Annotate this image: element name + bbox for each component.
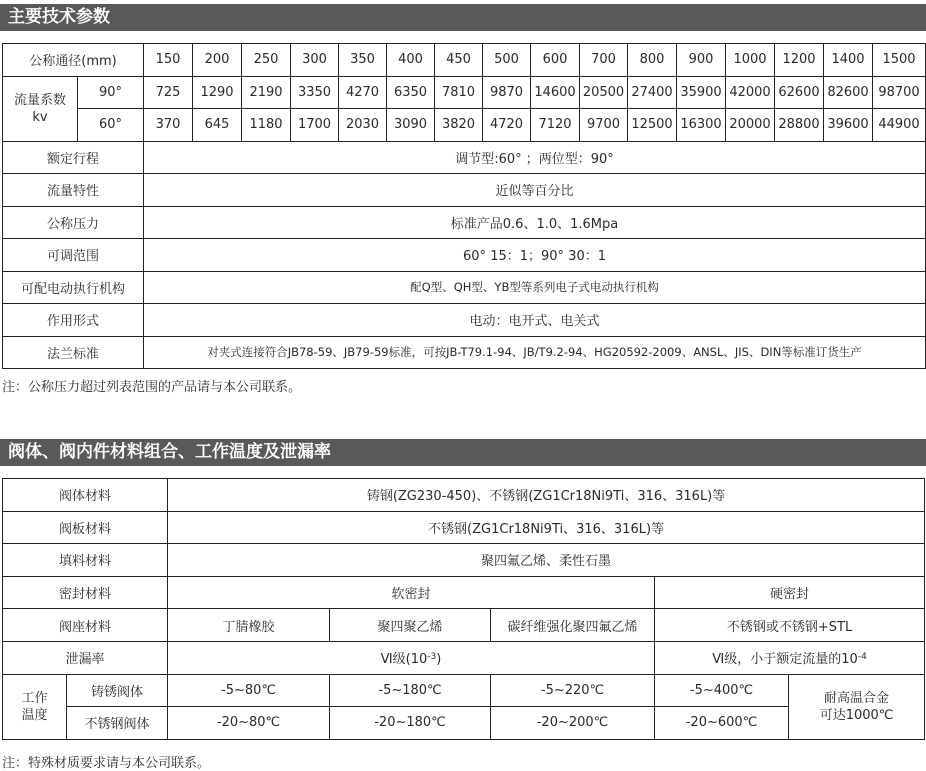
leakage-soft-suffix: ) — [436, 652, 442, 668]
kv60-value: 3820 — [435, 109, 483, 142]
dn-value: 600 — [531, 44, 580, 77]
seat-value: 不锈钢或不锈钢+STL — [655, 609, 925, 642]
temp-value: -20~80℃ — [168, 707, 330, 740]
section-divider — [0, 30, 926, 31]
kv60-value: 12500 — [628, 109, 677, 142]
spec-row-stroke — [3, 141, 926, 174]
soft-seal-header: 软密封 — [168, 576, 655, 609]
temperature-label-line1: 工作 — [21, 690, 48, 706]
body-material-row — [3, 479, 925, 512]
kv60-value: 44900 — [873, 109, 926, 142]
spec-label: 公称压力 — [3, 206, 144, 239]
kv90-value: 4270 — [339, 76, 387, 109]
temp-value: -20~180℃ — [330, 707, 491, 740]
kv60-row — [3, 109, 926, 142]
spec-row-actuator — [3, 271, 926, 304]
leakage-soft-exp: -3 — [427, 652, 437, 663]
kv60-value: 3090 — [387, 109, 435, 142]
spec-value: 调节型:60° ；两位型：90° — [144, 141, 926, 174]
kv60-value: 645 — [193, 109, 242, 142]
dn-value: 300 — [291, 44, 339, 77]
spec-value: 对夹式连接符合JB78-59、JB79-59标准，可按JB-T79.1-94、JB/T9.2-94、HG20592-2009、ANSL、JIS、DIN等标准订货生产 — [144, 336, 926, 369]
dn-value: 1400 — [824, 44, 873, 77]
leakage-hard-prefix: Ⅵ级，小于额定流量的10 — [712, 652, 858, 668]
seat-value: 碳纤维强化聚四氟乙烯 — [491, 609, 655, 642]
kv90-value: 62600 — [775, 76, 824, 109]
section-title-tech-params: 主要技术参数 — [0, 4, 926, 30]
kv-label-line2: kv — [32, 109, 48, 125]
tech-params-table — [2, 43, 926, 369]
temp-value: -20~200℃ — [491, 707, 655, 740]
material-label: 阀板材料 — [3, 511, 168, 544]
spec-value: 配Q型、QH型、YB型等系列电子式电动执行机构 — [144, 271, 926, 304]
packing-material-row — [3, 544, 925, 577]
material-label: 阀体材料 — [3, 479, 168, 512]
temperature-label — [3, 674, 67, 739]
kv90-value: 20500 — [580, 76, 628, 109]
note-pressure: 注：公称压力超过列表范围的产品请与本公司联系。 — [2, 380, 302, 395]
seat-material-row — [3, 609, 925, 642]
dn-value: 150 — [144, 44, 193, 77]
material-label: 密封材料 — [3, 576, 168, 609]
material-label: 阀座材料 — [3, 609, 168, 642]
dn-value: 1200 — [775, 44, 824, 77]
dn-value: 800 — [628, 44, 677, 77]
stainless-body-label: 不锈钢阀体 — [67, 707, 168, 740]
kv60-value: 1180 — [242, 109, 291, 142]
dn-value: 500 — [483, 44, 531, 77]
kv60-value: 2030 — [339, 109, 387, 142]
spec-label: 额定行程 — [3, 141, 144, 174]
spec-row-flange — [3, 336, 926, 369]
dn-row — [3, 44, 926, 77]
spec-row-action — [3, 304, 926, 337]
leakage-label: 泄漏率 — [3, 641, 168, 674]
temp-value: -20~600℃ — [655, 707, 789, 740]
spec-value: 60° 15：1；90° 30：1 — [144, 239, 926, 272]
material-label: 填料材料 — [3, 544, 168, 577]
dn-value: 200 — [193, 44, 242, 77]
dn-value: 400 — [387, 44, 435, 77]
temp-cast-row — [3, 674, 925, 707]
spec-label: 流量特性 — [3, 174, 144, 207]
kv60-value: 4720 — [483, 109, 531, 142]
plate-material-row — [3, 511, 925, 544]
kv90-label: 90° — [78, 76, 144, 109]
spec-label: 作用形式 — [3, 304, 144, 337]
alloy-note-line1: 耐高温合金 — [824, 690, 890, 706]
kv-label-line1: 流量系数 — [13, 92, 66, 108]
kv90-value: 14600 — [531, 76, 580, 109]
temperature-label-line2: 温度 — [21, 707, 48, 723]
spec-row-flow-characteristic — [3, 174, 926, 207]
spec-row-range — [3, 239, 926, 272]
kv90-value: 35900 — [677, 76, 726, 109]
kv60-value: 28800 — [775, 109, 824, 142]
kv60-value: 7120 — [531, 109, 580, 142]
material-value: 不锈钢(ZG1Cr18Ni9Ti、316、316L)等 — [168, 511, 925, 544]
spec-value: 标准产品0.6、1.0、1.6Mpa — [144, 206, 926, 239]
material-value: 铸钢(ZG230-450)、不锈钢(ZG1Cr18Ni9Ti、316、316L)等 — [168, 479, 925, 512]
leakage-hard — [655, 641, 925, 674]
kv90-value: 1290 — [193, 76, 242, 109]
kv90-value: 7810 — [435, 76, 483, 109]
leakage-soft — [168, 641, 655, 674]
spec-value: 电动：电开式、电关式 — [144, 304, 926, 337]
kv90-row — [3, 76, 926, 109]
kv90-value: 3350 — [291, 76, 339, 109]
alloy-note-line2: 可达1000℃ — [819, 707, 894, 723]
alloy-note — [789, 674, 925, 739]
kv-label — [3, 76, 78, 141]
dn-value: 250 — [242, 44, 291, 77]
dn-value: 450 — [435, 44, 483, 77]
material-value: 聚四氟乙烯、柔性石墨 — [168, 544, 925, 577]
kv90-value: 9870 — [483, 76, 531, 109]
kv90-value: 42000 — [726, 76, 775, 109]
temp-value: -5~180℃ — [330, 674, 491, 707]
kv90-value: 27400 — [628, 76, 677, 109]
kv90-value: 725 — [144, 76, 193, 109]
dn-value: 1000 — [726, 44, 775, 77]
dn-value: 700 — [580, 44, 628, 77]
section-divider — [0, 465, 926, 466]
dn-value: 1500 — [873, 44, 926, 77]
spec-row-nominal-pressure — [3, 206, 926, 239]
kv90-value: 2190 — [242, 76, 291, 109]
materials-table — [2, 478, 925, 740]
temp-value: -5~400℃ — [655, 674, 789, 707]
kv90-value: 98700 — [873, 76, 926, 109]
cast-body-label: 铸锈阀体 — [67, 674, 168, 707]
hard-seal-header: 硬密封 — [655, 576, 925, 609]
kv60-value: 20000 — [726, 109, 775, 142]
seat-value: 丁腈橡胶 — [168, 609, 330, 642]
kv60-label: 60° — [78, 109, 144, 142]
leakage-row — [3, 641, 925, 674]
spec-label: 可调范围 — [3, 239, 144, 272]
temp-value: -5~220℃ — [491, 674, 655, 707]
dn-label: 公称通径(mm) — [3, 44, 144, 77]
kv90-value: 6350 — [387, 76, 435, 109]
leakage-soft-prefix: Ⅵ级(10 — [380, 652, 428, 668]
spec-value: 近似等百分比 — [144, 174, 926, 207]
temp-stainless-row — [3, 707, 925, 740]
kv60-value: 16300 — [677, 109, 726, 142]
dn-value: 900 — [677, 44, 726, 77]
spec-label: 可配电动执行机构 — [3, 271, 144, 304]
kv90-value: 82600 — [824, 76, 873, 109]
dn-value: 350 — [339, 44, 387, 77]
note-materials: 注：特殊材质要求请与本公司联系。 — [2, 756, 211, 771]
kv60-value: 370 — [144, 109, 193, 142]
leakage-hard-exp: -4 — [857, 652, 867, 663]
kv60-value: 9700 — [580, 109, 628, 142]
seal-material-row — [3, 576, 925, 609]
seat-value: 聚四聚乙烯 — [330, 609, 491, 642]
section-title-materials: 阀体、阀内件材料组合、工作温度及泄漏率 — [0, 439, 926, 465]
temp-value: -5~80℃ — [168, 674, 330, 707]
spec-label: 法兰标准 — [3, 336, 144, 369]
kv60-value: 1700 — [291, 109, 339, 142]
kv60-value: 39600 — [824, 109, 873, 142]
